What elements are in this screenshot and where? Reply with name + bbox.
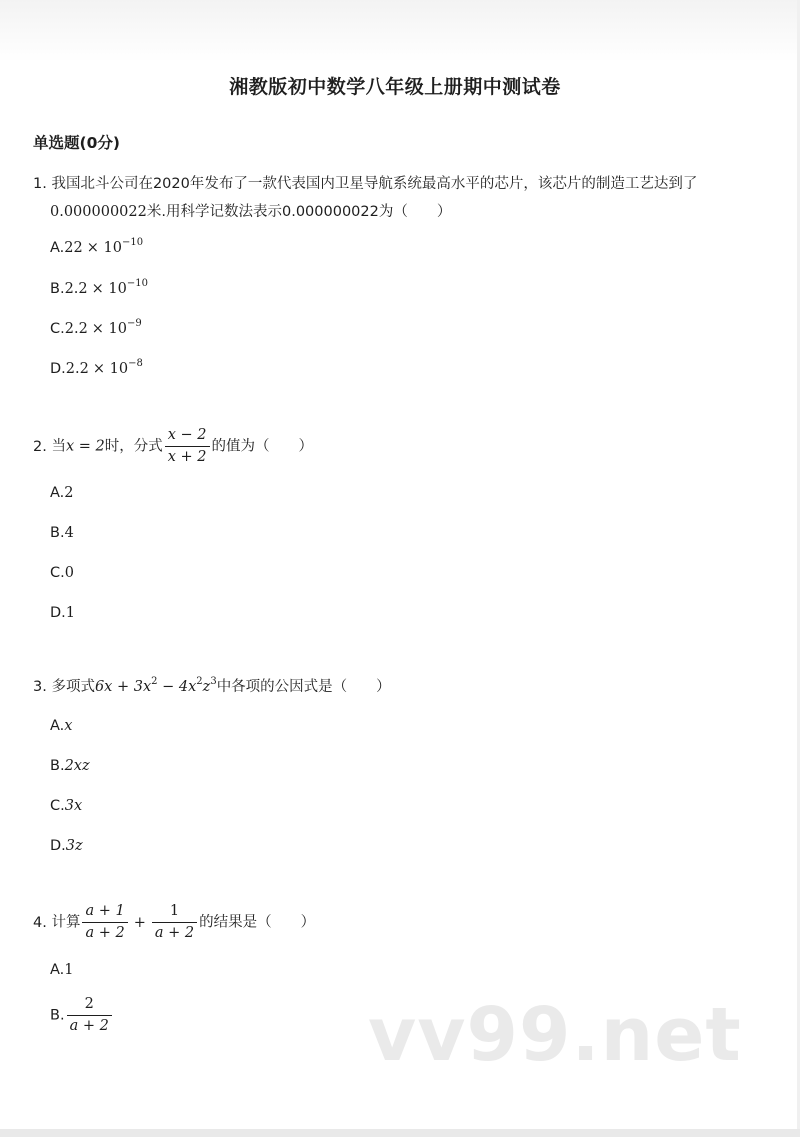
fraction-denominator: a + 2 [67, 1015, 112, 1035]
question-4 [33, 903, 315, 942]
question-1-line2 [50, 198, 451, 227]
option-label: C. [50, 565, 65, 581]
fraction-numerator: 2 [84, 996, 94, 1012]
number-value: 0.000000022 [50, 204, 147, 220]
question-text: 多项式 [51, 679, 95, 695]
exponent: 2 [196, 676, 203, 687]
fraction-denominator: a + 2 [82, 922, 127, 942]
question-number: 2. [33, 438, 47, 455]
exponent: −8 [128, 358, 143, 369]
option-d[interactable] [50, 358, 143, 377]
page-title: 湘教版初中数学八年级上册期中测试卷 [229, 76, 561, 98]
question-text: 的值为（ ） [211, 438, 314, 455]
exponent: 2 [151, 676, 158, 687]
exponent: 3 [210, 676, 217, 687]
option-d[interactable] [50, 838, 83, 854]
option-a[interactable] [50, 237, 144, 256]
option-label: D. [50, 361, 66, 377]
option-coef: 2.2 [64, 281, 88, 297]
question-text: 计算 [51, 914, 81, 931]
option-coef: 22 [64, 240, 83, 256]
option-a[interactable] [50, 718, 72, 734]
times-ten: × 10 [86, 240, 122, 256]
fraction-numerator: x − 2 [167, 427, 207, 443]
question-text: 时，分式 [104, 438, 163, 455]
option-value: 3z [65, 838, 83, 854]
option-value: 3x [64, 798, 83, 814]
option-label: D. [50, 605, 66, 621]
option-label: A. [50, 240, 65, 256]
option-value: 2xz [64, 758, 90, 774]
exponent: −10 [126, 278, 148, 289]
option-value: 4 [64, 525, 74, 541]
option-value: 1 [64, 962, 74, 978]
option-a[interactable] [50, 962, 74, 978]
question-number: 1. [33, 176, 47, 192]
option-label: D. [50, 838, 66, 854]
question-number: 4. [33, 914, 47, 931]
math-condition: x = 2 [65, 438, 105, 455]
times-ten: × 10 [92, 361, 129, 377]
section-heading: 单选题(0分) [33, 134, 120, 152]
fraction [82, 903, 127, 942]
fraction-denominator: x + 2 [165, 446, 210, 466]
option-label: B. [50, 1007, 65, 1024]
fraction [67, 996, 112, 1035]
question-text: 米.用科学记数法表示0.000000022为（ ） [146, 204, 452, 220]
fraction [152, 903, 197, 942]
question-2 [33, 427, 313, 466]
option-b[interactable] [50, 525, 74, 541]
math-term: − 4x [157, 679, 197, 695]
option-b[interactable] [50, 758, 90, 774]
fraction-denominator: a + 2 [152, 922, 197, 942]
option-b[interactable] [50, 996, 114, 1035]
option-coef: 2.2 [64, 321, 88, 337]
option-coef: 2.2 [65, 361, 89, 377]
exponent: −9 [127, 318, 142, 329]
option-c[interactable] [50, 798, 82, 814]
option-value: 1 [65, 605, 76, 621]
watermark: vv99.net [368, 992, 742, 1078]
question-1 [33, 170, 697, 199]
fraction-numerator: 1 [169, 903, 180, 919]
question-text: 中各项的公因式是（ ） [216, 679, 391, 695]
option-value: 2 [64, 485, 74, 501]
math-term: z [202, 679, 211, 695]
question-3 [33, 673, 391, 702]
plus-sign: + [133, 914, 146, 931]
question-text: 当 [51, 438, 66, 455]
option-label: A. [50, 718, 65, 734]
question-text: 的结果是（ ） [199, 914, 316, 931]
fraction [165, 427, 210, 466]
exponent: −10 [121, 237, 144, 248]
fraction-numerator: a + 1 [85, 903, 125, 919]
option-c[interactable] [50, 565, 74, 581]
page-top-shade [0, 0, 800, 62]
option-b[interactable] [50, 278, 148, 297]
option-label: C. [50, 798, 65, 814]
option-label: A. [50, 962, 65, 978]
option-value: 0 [64, 565, 74, 581]
question-text: 我国北斗公司在2020年发布了一款代表国内卫星导航系统最高水平的芯片，该芯片的制造工艺达到了 [51, 176, 698, 192]
option-label: C. [50, 321, 65, 337]
option-label: B. [50, 525, 65, 541]
page-bottom-shade [0, 1129, 800, 1137]
option-label: B. [50, 758, 65, 774]
question-number: 3. [33, 679, 47, 695]
math-term: 6x + 3x [94, 679, 152, 695]
times-ten: × 10 [91, 281, 127, 297]
times-ten: × 10 [91, 321, 128, 337]
option-value: x [64, 718, 73, 734]
option-c[interactable] [50, 318, 142, 337]
option-label: A. [50, 485, 65, 501]
option-a[interactable] [50, 485, 74, 501]
option-d[interactable] [50, 605, 75, 621]
option-label: B. [50, 281, 65, 297]
